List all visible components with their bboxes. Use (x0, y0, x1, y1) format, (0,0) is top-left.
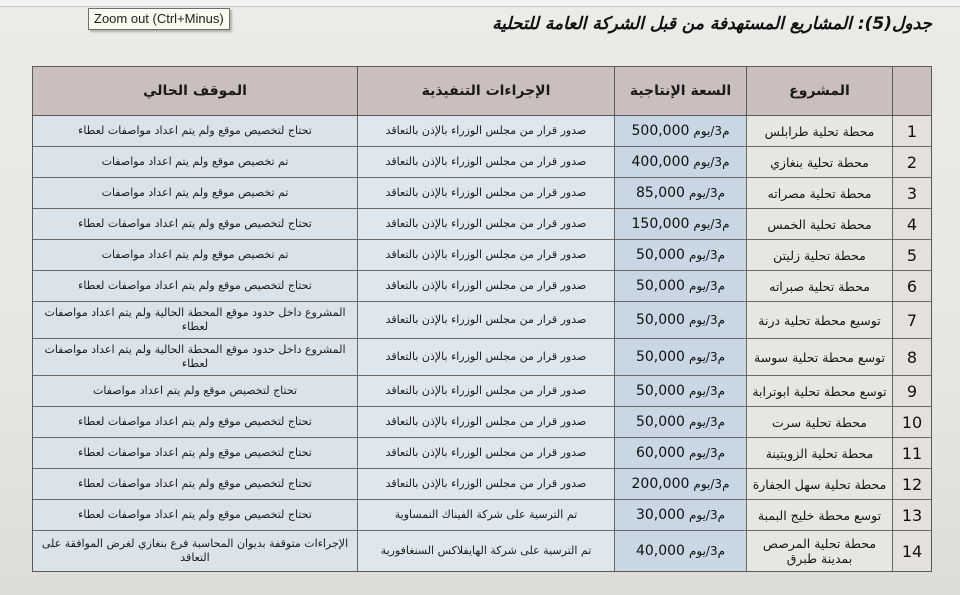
capacity-value: 50,000 (635, 312, 685, 328)
capacity-unit: م3/يوم (688, 279, 726, 293)
row-number: 3 (892, 178, 931, 208)
table-caption: جدول(5): المشاريع المستهدفة من قبل الشركة العامة للتحلية (492, 14, 932, 34)
row-number: 2 (892, 147, 931, 177)
row-number: 7 (892, 302, 931, 338)
table-row (33, 339, 931, 376)
row-number: 11 (892, 438, 931, 468)
procedure-cell: صدور قرار من مجلس الوزراء بالإذن بالتعاقد (357, 147, 614, 177)
zoom-out-tooltip: Zoom out (Ctrl+Minus) (88, 8, 230, 30)
capacity-unit: م3/يوم (688, 544, 726, 558)
table-row (33, 407, 931, 438)
header-number (892, 67, 931, 115)
capacity-unit: م3/يوم (688, 313, 726, 327)
table-row (33, 209, 931, 240)
status-cell: تم تخصيص موقع ولم يتم اعداد مواصفات (33, 147, 357, 177)
row-number: 1 (892, 116, 931, 146)
row-number: 14 (892, 531, 931, 571)
header-procedure: الإجراءات التنفيذية (357, 67, 614, 115)
capacity-unit: م3/يوم (693, 477, 730, 491)
row-number: 5 (892, 240, 931, 270)
status-cell: تحتاج لتخصيص موقع ولم يتم اعداد مواصفات لعطاء (33, 469, 357, 499)
row-number: 8 (892, 339, 931, 375)
status-cell: الإجراءات متوقفة بديوان المحاسبة فرع بنغازي لغرض الموافقة على التعاقد (33, 531, 357, 571)
procedure-cell: صدور قرار من مجلس الوزراء بالإذن بالتعاقد (357, 339, 614, 375)
row-number: 10 (892, 407, 931, 437)
table-row (33, 500, 931, 531)
row-number: 13 (892, 500, 931, 530)
project-name: محطة تحلية المرصص بمدينة طبرق (746, 531, 892, 571)
status-cell: المشروع داخل حدود موقع المحطة الحالية ولم يتم اعداد مواصفات لعطاء (33, 339, 357, 375)
project-name: توسيع محطة تحلية درنة (746, 302, 892, 338)
capacity-cell (614, 500, 746, 530)
capacity-cell (614, 302, 746, 338)
procedure-cell: صدور قرار من مجلس الوزراء بالإذن بالتعاقد (357, 469, 614, 499)
row-number: 6 (892, 271, 931, 301)
procedure-cell: صدور قرار من مجلس الوزراء بالإذن بالتعاقد (357, 407, 614, 437)
capacity-value: 50,000 (635, 247, 685, 263)
capacity-cell (614, 178, 746, 208)
project-name: محطة تحلية الزويتينة (746, 438, 892, 468)
capacity-cell (614, 376, 746, 406)
capacity-cell (614, 438, 746, 468)
viewer-toolbar-edge (0, 0, 960, 7)
capacity-cell (614, 240, 746, 270)
status-cell: تحتاج لتخصيص موقع ولم يتم اعداد مواصفات لعطاء (33, 438, 357, 468)
row-number: 4 (892, 209, 931, 239)
header-capacity: السعة الإنتاجية (614, 67, 746, 115)
capacity-value: 500,000 (631, 123, 690, 139)
capacity-value: 85,000 (635, 185, 685, 201)
procedure-cell: صدور قرار من مجلس الوزراء بالإذن بالتعاقد (357, 240, 614, 270)
procedure-cell: صدور قرار من مجلس الوزراء بالإذن بالتعاقد (357, 116, 614, 146)
status-cell: تم تخصيص موقع ولم يتم اعداد مواصفات (33, 178, 357, 208)
project-name: محطة تحلية سرت (746, 407, 892, 437)
table-row (33, 302, 931, 339)
status-cell: تم تخصيص موقع ولم يتم اعداد مواصفات (33, 240, 357, 270)
table-row (33, 271, 931, 302)
capacity-value: 150,000 (631, 216, 690, 232)
capacity-cell (614, 469, 746, 499)
table-row (33, 240, 931, 271)
header-status: الموقف الحالي (143, 83, 247, 99)
project-name: محطة تحلية طرابلس (746, 116, 892, 146)
capacity-value: 200,000 (631, 476, 690, 492)
capacity-value: 400,000 (631, 154, 690, 170)
capacity-value: 50,000 (635, 278, 685, 294)
capacity-unit: م3/يوم (688, 186, 726, 200)
capacity-value: 50,000 (635, 349, 685, 365)
capacity-unit: م3/يوم (688, 415, 726, 429)
row-number: 9 (892, 376, 931, 406)
procedure-cell: صدور قرار من مجلس الوزراء بالإذن بالتعاقد (357, 438, 614, 468)
capacity-unit: م3/يوم (688, 350, 726, 364)
table-row (33, 438, 931, 469)
table-header (33, 67, 931, 116)
project-name: محطة تحلية صبراته (746, 271, 892, 301)
capacity-cell (614, 147, 746, 177)
project-name: محطة تحلية الخمس (746, 209, 892, 239)
procedure-cell: صدور قرار من مجلس الوزراء بالإذن بالتعاقد (357, 209, 614, 239)
status-cell: تحتاج لتخصيص موقع ولم يتم اعداد مواصفات (33, 376, 357, 406)
procedure-cell: تم الترسية على شركة الهايفلاكس السنغافورية (357, 531, 614, 571)
project-name: محطة تحلية زليتن (746, 240, 892, 270)
capacity-unit: م3/يوم (688, 446, 726, 460)
capacity-unit: م3/يوم (688, 248, 726, 262)
capacity-unit: م3/يوم (688, 508, 726, 522)
table-row (33, 116, 931, 147)
procedure-cell: صدور قرار من مجلس الوزراء بالإذن بالتعاقد (357, 271, 614, 301)
project-name: توسع محطة تحلية ابوترابة (746, 376, 892, 406)
status-cell: تحتاج لتخصيص موقع ولم يتم اعداد مواصفات لعطاء (33, 271, 357, 301)
capacity-unit: م3/يوم (693, 217, 730, 231)
status-cell: تحتاج لتخصيص موقع ولم يتم اعداد مواصفات لعطاء (33, 407, 357, 437)
capacity-cell (614, 116, 746, 146)
capacity-value: 60,000 (635, 445, 685, 461)
project-name: محطة تحلية بنغازي (746, 147, 892, 177)
capacity-cell (614, 209, 746, 239)
project-name: توسع محطة تحلية سوسة (746, 339, 892, 375)
procedure-cell: صدور قرار من مجلس الوزراء بالإذن بالتعاقد (357, 178, 614, 208)
capacity-unit: م3/يوم (693, 124, 730, 138)
capacity-cell (614, 271, 746, 301)
table-body (33, 116, 931, 571)
table-row (33, 376, 931, 407)
capacity-unit: م3/يوم (693, 155, 730, 169)
capacity-value: 50,000 (635, 383, 685, 399)
status-cell: تحتاج لتخصيص موقع ولم يتم اعداد مواصفات لعطاء (33, 209, 357, 239)
capacity-cell (614, 531, 746, 571)
status-cell: تحتاج لتخصيص موقع ولم يتم اعداد مواصفات لعطاء (33, 500, 357, 530)
row-number: 12 (892, 469, 931, 499)
capacity-cell (614, 407, 746, 437)
table-row (33, 469, 931, 500)
table-row (33, 147, 931, 178)
capacity-value: 50,000 (635, 414, 685, 430)
procedure-cell: تم الترسية على شركة الفيناك النمساوية (357, 500, 614, 530)
capacity-value: 40,000 (635, 543, 685, 559)
capacity-cell (614, 339, 746, 375)
projects-table (32, 66, 932, 572)
status-cell: تحتاج لتخصيص موقع ولم يتم اعداد مواصفات لعطاء (33, 116, 357, 146)
table-row (33, 178, 931, 209)
status-cell: المشروع داخل حدود موقع المحطة الحالية ولم يتم اعداد مواصفات لعطاء (33, 302, 357, 338)
capacity-value: 30,000 (635, 507, 685, 523)
table-row (33, 531, 931, 571)
project-name: محطة تحلية مصراته (746, 178, 892, 208)
header-project: المشروع (746, 67, 892, 115)
project-name: محطة تحلية سهل الجفارة (746, 469, 892, 499)
project-name: توسع محطة خليج البمبة (746, 500, 892, 530)
capacity-unit: م3/يوم (688, 384, 726, 398)
procedure-cell: صدور قرار من مجلس الوزراء بالإذن بالتعاقد (357, 302, 614, 338)
procedure-cell: صدور قرار من مجلس الوزراء بالإذن بالتعاقد (357, 376, 614, 406)
